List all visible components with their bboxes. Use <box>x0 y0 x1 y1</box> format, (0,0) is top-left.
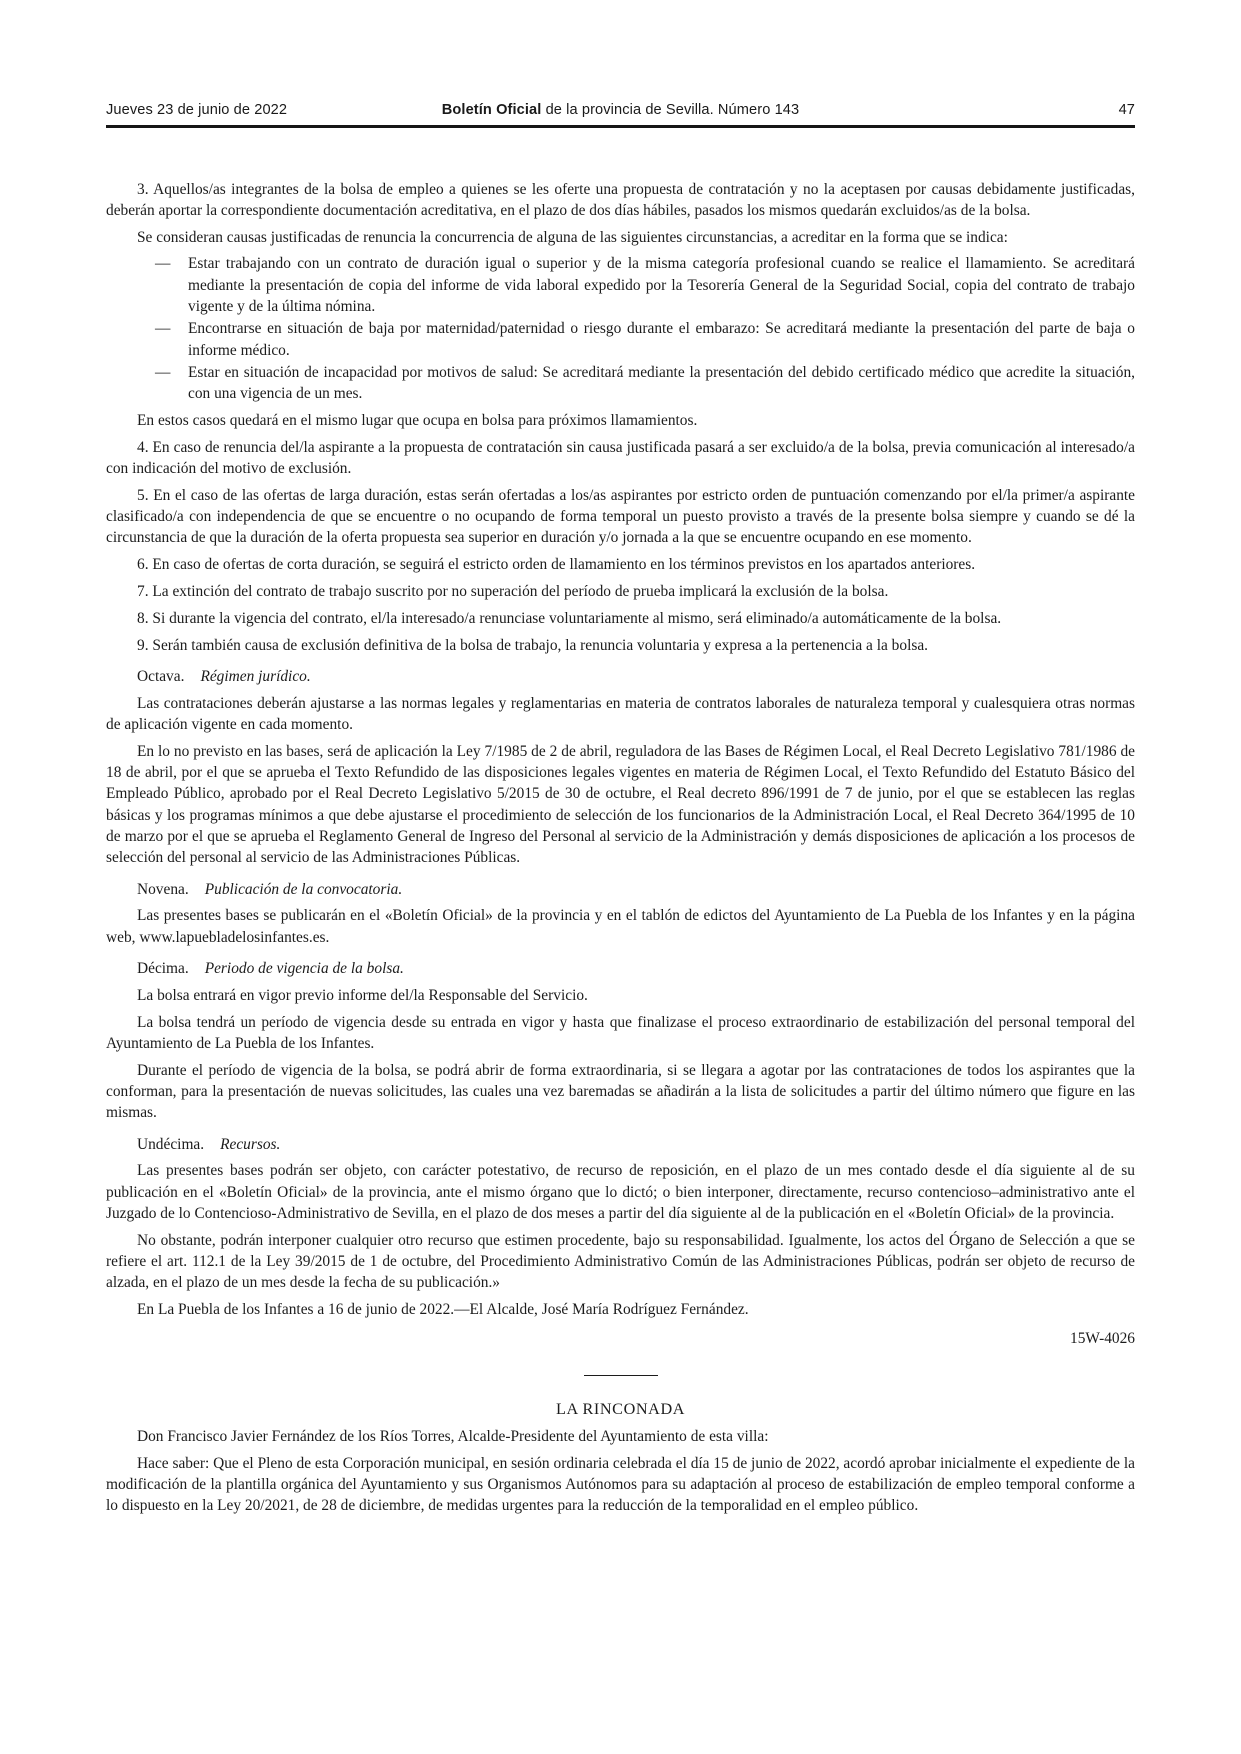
section-heading: LA RINCONADA <box>555 1399 686 1418</box>
reference-code: 15W-4026 <box>1070 1330 1135 1348</box>
dash-list-item <box>106 362 1135 405</box>
paragraph: 6. En caso de ofertas de corta duración, se seguirá el estricto orden de llamamiento en los términos previstos en los apartados anteriores. <box>137 556 976 574</box>
clause-title: Publicación de la convocatoria. <box>204 880 403 898</box>
header-title <box>426 102 815 118</box>
dash-list-item <box>106 318 1135 361</box>
paragraph: En lo no previsto en las bases, será de aplicación la Ley 7/1985 de 2 de abril, reguladora de las Bases de Régimen Local, el Real Decreto Legislativo 781/1986 de 18 de abril, por el que se aprueba el Texto Refundido de las disposiciones legales vigentes en materia de Régimen Local, el Texto Refundido del Estatuto Básico del Empleado Público, aprobado por el Real Decreto Legislativo 5/2015 de 30 de octubre, el Real decreto 896/1991 de 7 de junio, por el que se establecen las reglas básicas y los programas mínimos a que debe ajustarse el procedimiento de selección de los funcionarios de la Administración Local, el Real Decreto 364/1995 de 10 de marzo por el que se aprueba el Reglamento General de Ingreso del Personal al servicio de la Administración y demás disposiciones de aplicación a los procesos de selección del personal al servicio de las Administraciones Públicas. <box>106 742 1135 867</box>
paragraph: Las presentes bases se publicarán en el «Boletín Oficial» de la provincia y en el tablón de edictos del Ayuntamiento de La Puebla de los Infantes y en la página web, www.lapuebladelosinfantes.es. <box>106 907 1135 946</box>
clause-title: Régimen jurídico. <box>200 667 311 685</box>
clause-title: Recursos. <box>220 1135 281 1153</box>
paragraph: 9. Serán también causa de exclusión definitiva de la bolsa de trabajo, la renuncia voluntaria y expresa a la pertenencia a la bolsa. <box>137 636 929 654</box>
paragraph: 5. En el caso de las ofertas de larga duración, estas serán ofertadas a los/as aspirantes por estricto orden de puntuación comenzando por el/la primer/a aspirante clasificado/a con independencia de que se encuentre o no ocupando de forma temporal un puesto provisto a través de la presente bolsa siempre y cuando se dé la circunstancia de que la duración de la oferta propuesta sea superior en duración y/o jornada a la que se encuentre ocupando en ese momento. <box>106 486 1135 547</box>
paragraph: En estos casos quedará en el mismo lugar que ocupa en bolsa para próximos llamamientos. <box>137 411 698 429</box>
paragraph: 7. La extinción del contrato de trabajo suscrito por no superación del período de prueba implicará la exclusión de la bolsa. <box>137 583 889 601</box>
paragraph: Durante el período de vigencia de la bolsa, se podrá abrir de forma extraordinaria, si se llegara a agotar por las contrataciones de todos los aspirantes que la conforman, para la presentación de nuevas solicitudes, las cuales una vez baremadas se añadirán a la lista de solicitudes a partir del último número que figure en las mismas. <box>106 1061 1135 1122</box>
paragraph: Hace saber: Que el Pleno de esta Corporación municipal, en sesión ordinaria celebrada el día 15 de junio de 2022, acordó aprobar inicialmente el expediente de la modificación de la plantilla orgánica del Ayuntamiento y sus Organismos Autónomos para su adaptación al proceso de estabilización de empleo temporal conforme a lo dispuesto en la Ley 20/2021, de 28 de diciembre, de medidas urgentes para la reducción de la temporalidad en el empleo público. <box>106 1454 1135 1515</box>
section-divider <box>584 1375 658 1376</box>
paragraph: No obstante, podrán interponer cualquier otro recurso que estimen procedente, bajo su responsabilidad. Igualmente, los actos del Órgano de Selección a que se refiere el art. 112.1 de la Ley 39/2015 de 1 de octubre, del Procedimiento Administrativo Común de las Administraciones Públicas, podrán ser objeto de recurso de alzada, en el plazo de un mes desde la fecha de su publicación.» <box>106 1231 1135 1292</box>
page-header <box>106 0 1135 128</box>
paragraph: 4. En caso de renuncia del/la aspirante a la propuesta de contratación sin causa justificada pasará a ser excluido/a de la bolsa, previa comunicación al interesado/a con indicación del motivo de exclusión. <box>106 438 1135 478</box>
paragraph: Las presentes bases podrán ser objeto, con carácter potestativo, de recurso de reposición, en el plazo de un mes contado desde el día siguiente al de su publicación en el «Boletín Oficial» de la provincia, ante el mismo órgano que lo dictó; o bien interponer, directamente, recurso contencioso–administrativo ante el Juzgado de lo Contencioso-Administrativo de Sevilla, en el plazo de dos meses a partir del día siguiente al de la publicación en el «Boletín Oficial» de la provincia. <box>106 1162 1135 1222</box>
clause-heading <box>106 958 1135 979</box>
clause-heading <box>106 879 1135 900</box>
paragraph: 3. Aquellos/as integrantes de la bolsa de empleo a quienes se les oferte una propuesta de contratación y no la aceptasen por causas debidamente justificadas, deberán aportar la correspondiente documentación acreditativa, en el plazo de dos días hábiles, pasados los mismos quedarán excluidos/as de la bolsa. <box>106 181 1135 220</box>
header-bulletin-name: Boletín Oficial <box>441 102 542 118</box>
dash-marker: — <box>155 255 171 273</box>
dash-list-item <box>106 253 1135 317</box>
clause-label: Décima. <box>137 960 189 977</box>
header-date: Jueves 23 de junio de 2022 <box>106 102 288 118</box>
dash-item-text: Encontrarse en situación de baja por maternidad/paternidad o riesgo durante el embarazo: Se acreditará mediante la presentación del parte de baja o informe médico. <box>188 320 1135 359</box>
paragraph: 8. Si durante la vigencia del contrato, el/la interesado/a renunciase voluntariamente al mismo, será eliminado/a automáticamente de la bolsa. <box>137 609 1002 627</box>
header-page-number: 47 <box>1118 102 1135 118</box>
dash-marker: — <box>155 363 171 381</box>
paragraph: La bolsa entrará en vigor previo informe del/la Responsable del Servicio. <box>137 986 588 1004</box>
paragraph: En La Puebla de los Infantes a 16 de junio de 2022.—El Alcalde, José María Rodríguez Fernández. <box>137 1301 749 1319</box>
dash-item-text: Estar en situación de incapacidad por motivos de salud: Se acreditará mediante la presentación del debido certificado médico que acredite la situación, con una vigencia de un mes. <box>188 363 1135 403</box>
clause-label: Novena. <box>137 880 189 898</box>
dash-list <box>106 253 1135 404</box>
clause-title: Periodo de vigencia de la bolsa. <box>204 960 404 977</box>
dash-marker: — <box>155 320 171 338</box>
document-body <box>106 179 1135 1517</box>
paragraph: Las contrataciones deberán ajustarse a las normas legales y reglamentarias en materia de contratos laborales de naturaleza temporal y cualesquiera otras normas de aplicación vigente en cada momento. <box>106 694 1135 734</box>
clause-heading <box>106 1134 1135 1155</box>
paragraph: Don Francisco Javier Fernández de los Ríos Torres, Alcalde-Presidente del Ayuntamiento de esta villa: <box>137 1428 769 1446</box>
clause-heading <box>106 666 1135 687</box>
clause-label: Undécima. <box>137 1135 205 1153</box>
paragraph: La bolsa tendrá un período de vigencia desde su entrada en vigor y hasta que finalizase el proceso extraordinario de estabilización del personal temporal del Ayuntamiento de La Puebla de los Infantes. <box>106 1013 1135 1052</box>
paragraph: Se consideran causas justificadas de renuncia la concurrencia de alguna de las siguientes circunstancias, a acreditar en la forma que se indica: <box>137 229 1008 247</box>
dash-item-text: Estar trabajando con un contrato de duración igual o superior y de la misma categoría profesional cuando se realice el llamamiento. Se acreditará mediante la presentación de copia del informe de vida laboral expedido por la Tesorería General de la Seguridad Social, copia del contrato de trabajo vigente y de la última nómina. <box>188 255 1135 315</box>
clause-label: Octava. <box>137 667 185 685</box>
header-bulletin-subtitle: de la provincia de Sevilla. Número 143 <box>545 102 800 118</box>
